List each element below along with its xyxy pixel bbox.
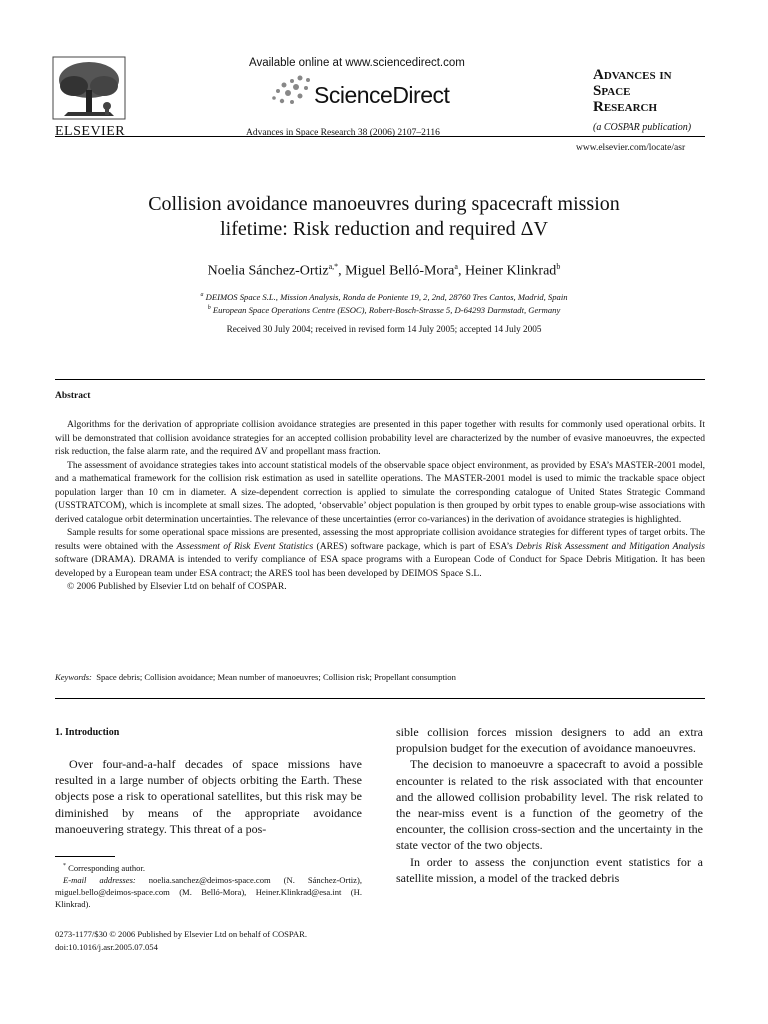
journal-title-line3: Research xyxy=(593,99,658,115)
author-name: Noelia Sánchez-Ortiz xyxy=(207,263,329,279)
elsevier-wordmark: ELSEVIER xyxy=(55,124,126,139)
abstract-text: software (DRAMA). DRAMA is intended to verify compliance of ESA space programs with a European Code of Conduct for Space Debris Mitigation. It has been developed by a European team under ESA contract; the ARES tool has been developed by DEIMOS Space S.L. xyxy=(55,554,705,579)
author-separator: , xyxy=(457,263,465,279)
author-name: Heiner Klinkrad xyxy=(464,263,557,279)
affiliation-mark: b xyxy=(207,305,211,312)
abstract-paragraph xyxy=(55,526,705,580)
issn-line: 0273-1177/$30 © 2006 Published by Elsevier Ltd on behalf of COSPAR. xyxy=(55,929,307,939)
keywords-label: Keywords: xyxy=(55,672,92,682)
body-paragraph: In order to assess the conjunction event statistics for a satellite mission, a model of the tracked debris xyxy=(396,854,703,885)
abstract-paragraph: The assessment of avoidance strategies takes into account statistical models of the observable space object environment, as provided by ESA’s MASTER-2001 model, and a mathematical framework for the collision risk estimation as used in satellite operations. The MASTER-2001 model is used to mimic the trackable space object population larger than 10 cm in diameter. A size-dependent correction is applied to simulate the corresponding catalogue of United States Strategic Command (USSTRATCOM), which is incomplete at small sizes. The adopted, ‘observable’ object population is then grouped by orbit types to enable group-wise associations with derived catalogue orbit determination uncertainties. The relevance of these uncertainties (error co-variances) in the derivation of avoidance strategies is highlighted. xyxy=(55,459,705,525)
sciencedirect-wordmark: ScienceDirect xyxy=(314,82,450,108)
journal-title xyxy=(593,67,672,115)
available-online-text: Available online at www.sciencedirect.com xyxy=(249,57,465,69)
abstract-text: (ARES) software package, which is part of ESA’s xyxy=(313,540,516,552)
affiliation-text: European Space Operations Centre (ESOC), Robert-Bosch-Strasse 5, D-64293 Darmstadt, Germany xyxy=(212,305,561,315)
affiliation-a xyxy=(0,292,768,302)
received-dates: Received 30 July 2004; received in revised form 14 July 2005; accepted 14 July 2005 xyxy=(226,324,542,334)
journal-url-link[interactable]: www.elsevier.com/locate/asr xyxy=(576,143,686,153)
footnote-emails xyxy=(55,874,362,911)
abstract-text: Sample results for some operational space missions are presented, assessing the most appropriate collision avoidance strategies for different types of target orbits. The results were obtained with the xyxy=(55,527,705,552)
footnote-mark: * xyxy=(63,863,66,869)
drama-name: Debris Risk Assessment and Mitigation Analysis xyxy=(516,540,706,552)
left-column xyxy=(55,756,362,837)
abstract-body xyxy=(55,418,705,594)
author-list xyxy=(0,262,768,280)
footer-copyright xyxy=(55,928,395,953)
keywords-text: Space debris; Collision avoidance; Mean number of manoeuvres; Collision risk; Propellant consumption xyxy=(96,672,456,682)
keywords xyxy=(55,672,456,682)
affiliation-text: DEIMOS Space S.L., Mission Analysis, Ronda de Poniente 19, 2, 2nd, 28760 Tres Cantos, Madrid, Spain xyxy=(205,292,568,302)
author-affiliation-mark: a xyxy=(454,262,458,271)
affiliation-mark: a xyxy=(200,292,204,299)
section-heading: 1. Introduction xyxy=(55,727,120,738)
body-paragraph: sible collision forces mission designers to add an extra propulsion budget for the execution of avoidance manoeuvres. xyxy=(396,725,703,756)
author-affiliation-mark: b xyxy=(556,262,561,271)
footnote-corresponding-text: Corresponding author. xyxy=(68,862,146,873)
body-paragraph: Over four-and-a-half decades of space missions have resulted in a large number of objects orbiting the Earth. These objects pose a risk to operational satellites, but this risk may be diminished by means of the appropriate avoidance manoeuvering strategy. This threat of a pos- xyxy=(55,757,362,836)
abstract-bottom-divider xyxy=(55,698,705,699)
footnote-email-text: noelia.sanchez@deimos-space.com (N. Sánchez-Ortiz), miguel.bello@deimos-space.com (M. Belló-Mora), Heiner.Klinkrad@esa.int (H. Klinkrad). xyxy=(55,875,362,910)
footnote-email-label: E-mail addresses: xyxy=(63,875,136,886)
footnotes xyxy=(55,860,362,911)
article-title-line1: Collision avoidance manoeuvres during spacecraft mission xyxy=(148,193,620,215)
abstract-top-divider xyxy=(55,379,705,380)
author-name: Miguel Belló-Mora xyxy=(345,263,455,279)
sciencedirect-dots-icon xyxy=(270,74,318,106)
article-title xyxy=(0,192,768,242)
article-title-line2: lifetime: Risk reduction and required ΔV xyxy=(220,218,548,240)
author-separator: , xyxy=(338,263,346,279)
body-paragraph: The decision to manoeuvre a spacecraft to avoid a possible encounter is related to the risk associated with that encounter and the allowed collision probability level. The risk related to the near-miss event is a function of the geometry of the encounter, the collision cross-section and the uncertainty in the state vector of the two objects. xyxy=(396,757,703,853)
author-affiliation-mark: a,* xyxy=(328,262,339,271)
journal-citation: Advances in Space Research 38 (2006) 2107–2116 xyxy=(246,128,440,138)
footnote-corresponding xyxy=(55,860,362,874)
doi-line: doi:10.1016/j.asr.2005.07.054 xyxy=(55,941,158,952)
journal-note: (a COSPAR publication) xyxy=(593,122,692,133)
header-divider xyxy=(55,136,705,137)
ares-name: Assessment of Risk Event Statistics xyxy=(176,540,314,552)
footnote-divider xyxy=(55,856,115,857)
abstract-copyright: © 2006 Published by Elsevier Ltd on behalf of COSPAR. xyxy=(67,581,287,592)
abstract-paragraph: Algorithms for the derivation of appropriate collision avoidance strategies are presented in this paper together with results for commonly used operational orbits. It will be demonstrated that collision avoidance strategies for an accepted collision probability level are characterized by the number of evasive manoeuvres, the expected risk reduction, the false alarm rate, and the required ΔV and propellant mass fraction. xyxy=(55,419,705,457)
abstract-heading: Abstract xyxy=(55,391,91,401)
right-column xyxy=(396,724,703,886)
journal-title-line1: Advances in xyxy=(593,67,672,83)
affiliation-b xyxy=(0,305,768,315)
journal-title-line2: Space xyxy=(593,83,631,99)
